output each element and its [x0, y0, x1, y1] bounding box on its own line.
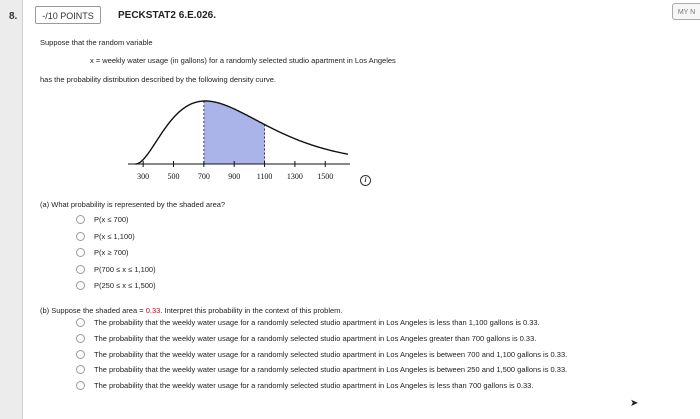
part-b-option-label: The probability that the weekly water usage for a randomly selected studio apartment in Los Angeles is between 700 and 1,100 gallons is 0.33.	[94, 349, 568, 359]
tick-label: 700	[197, 172, 210, 181]
part-a-option-4[interactable]	[76, 265, 156, 274]
part-b-option-1[interactable]	[76, 318, 540, 327]
part-b-option-5[interactable]	[76, 381, 533, 390]
radio-button-icon[interactable]	[76, 381, 85, 390]
part-a-option-label: P(700 ≤ x ≤ 1,100)	[94, 264, 156, 274]
radio-button-icon[interactable]	[76, 318, 85, 327]
density-curve-chart	[0, 0, 700, 200]
tick-label: 1300	[286, 172, 303, 181]
radio-button-icon[interactable]	[76, 334, 85, 343]
question-number: 8.	[9, 11, 18, 22]
tick-label: 900	[228, 172, 241, 181]
radio-button-icon[interactable]	[76, 281, 85, 290]
part-a-option-2[interactable]	[76, 232, 135, 241]
radio-button-icon[interactable]	[76, 265, 85, 274]
intro-line-3: has the probability distribution described by the following density curve.	[40, 75, 276, 84]
tick-label: 300	[137, 172, 150, 181]
part-b-option-2[interactable]	[76, 334, 536, 343]
part-a-option-label: P(x ≤ 1,100)	[94, 231, 135, 241]
my-notes-tab[interactable]: MY N	[672, 3, 700, 20]
part-a-prompt: (a) What probability is represented by the shaded area?	[40, 200, 226, 209]
shaded-area-value: 0.33	[145, 306, 161, 315]
intro-line-2: x = weekly water usage (in gallons) for a randomly selected studio apartment in Los Angeles	[90, 56, 396, 65]
radio-button-icon[interactable]	[76, 350, 85, 359]
part-a-option-3[interactable]	[76, 248, 129, 257]
points-badge: -/10 POINTS	[35, 6, 101, 24]
part-a-option-label: P(x ≥ 700)	[94, 248, 129, 257]
part-a-option-label: P(250 ≤ x ≤ 1,500)	[94, 281, 156, 290]
part-b-option-label: The probability that the weekly water usage for a randomly selected studio apartment in Los Angeles is less than 700 gallons is 0.33.	[94, 381, 534, 391]
info-icon[interactable]: i	[360, 175, 371, 186]
tick-label: 1100	[256, 172, 273, 181]
part-b-prompt	[40, 306, 343, 315]
shaded-area	[204, 101, 265, 164]
part-b-prompt-post: . Interpret this probability in the context of this problem.	[160, 306, 343, 315]
tick-label: 500	[167, 172, 180, 181]
radio-button-icon[interactable]	[76, 232, 85, 241]
radio-button-icon[interactable]	[76, 248, 85, 257]
tick-label: 1500	[317, 172, 334, 181]
problem-code: PECKSTAT2 6.E.026.	[118, 10, 216, 21]
part-b-option-label: The probability that the weekly water usage for a randomly selected studio apartment in Los Angeles is less than 1,100 gallons is 0.33.	[94, 318, 540, 327]
part-b-option-label: The probability that the weekly water usage for a randomly selected studio apartment in Los Angeles is between 250 and 1,500 gallons is 0.33.	[94, 365, 568, 375]
mouse-cursor-icon: ➤	[630, 398, 639, 409]
part-a-option-5[interactable]	[76, 281, 156, 290]
intro-line-1: Suppose that the random variable	[40, 38, 153, 47]
part-b-option-4[interactable]	[76, 365, 567, 374]
part-b-prompt-pre: (b) Suppose the shaded area =	[40, 306, 146, 315]
part-a-option-label: P(x ≤ 700)	[94, 215, 129, 224]
part-b-option-label: The probability that the weekly water usage for a randomly selected studio apartment in Los Angeles greater than 700 gallons is 0.33.	[94, 333, 537, 343]
part-a-option-1[interactable]	[76, 215, 129, 224]
radio-button-icon[interactable]	[76, 365, 85, 374]
radio-button-icon[interactable]	[76, 215, 85, 224]
part-b-option-3[interactable]	[76, 350, 567, 359]
